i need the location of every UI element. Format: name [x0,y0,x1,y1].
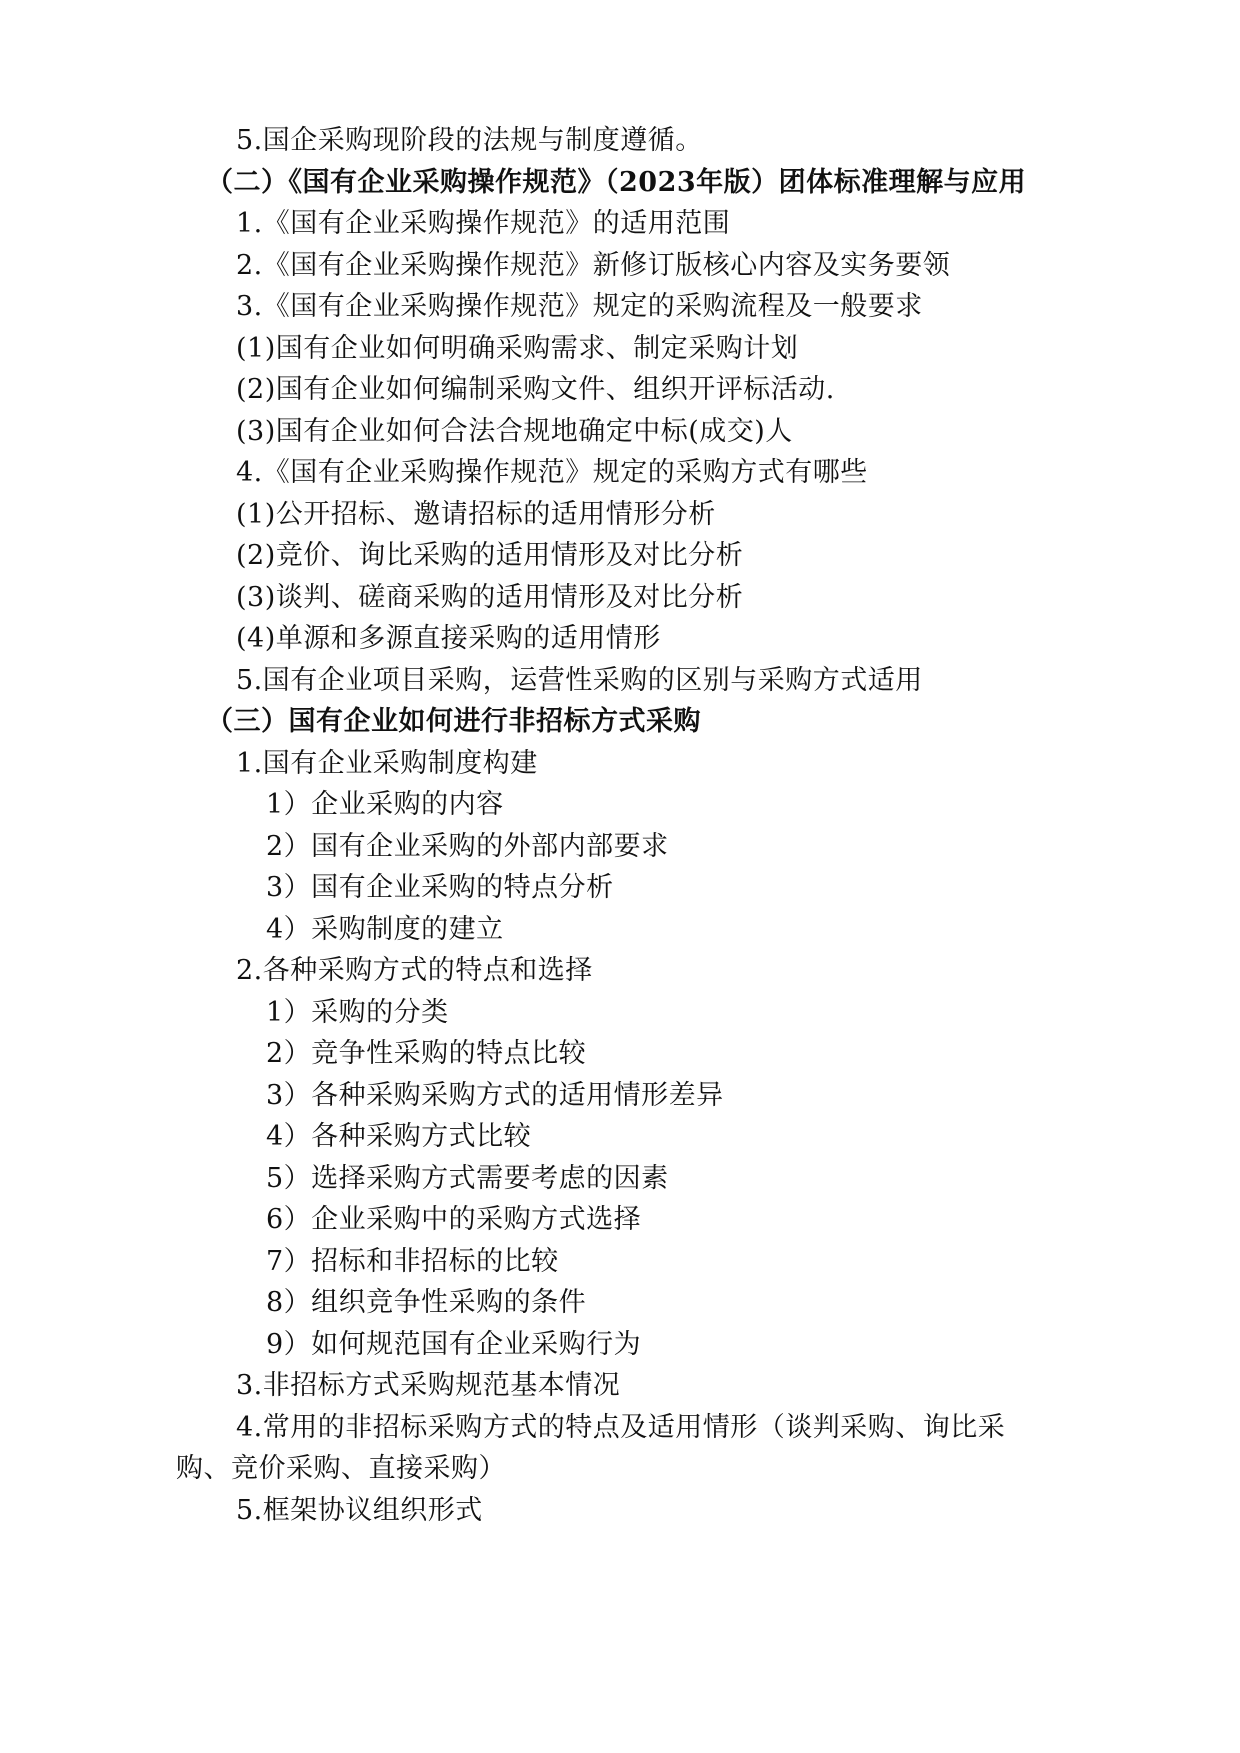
text-line: 3.非招标方式采购规范基本情况 [236,1370,621,1401]
text-line: (4)单源和多源直接采购的适用情形 [236,623,661,654]
text-line: 1）采购的分类 [266,997,449,1028]
text-line: 5.国企采购现阶段的法规与制度遵循。 [236,125,703,156]
text-line: (1)公开招标、邀请招标的适用情形分析 [236,499,716,530]
text-line: 6）企业采购中的采购方式选择 [266,1204,642,1235]
text-line: (2)国有企业如何编制采购文件、组织开评标活动. [236,374,835,405]
text-line: 2.各种采购方式的特点和选择 [236,955,593,986]
text-line: 1.《国有企业采购操作规范》的适用范围 [236,208,731,239]
text-line: 5.框架协议组织形式 [236,1495,483,1526]
text-line: (3)谈判、磋商采购的适用情形及对比分析 [236,582,744,613]
text-line: (3)国有企业如何合法合规地确定中标(成交)人 [236,416,793,447]
text-line: 1.国有企业采购制度构建 [236,748,538,779]
text-line: 5）选择采购方式需要考虑的因素 [266,1163,669,1194]
text-line: 9）如何规范国有企业采购行为 [266,1329,642,1360]
section-heading: （二）《国有企业采购操作规范》（2023年版）团体标准理解与应用 [206,167,1027,198]
text-line: 4.常用的非招标采购方式的特点及适用情形（谈判采购、询比采 [236,1412,1006,1443]
text-line: 2.《国有企业采购操作规范》新修订版核心内容及实务要领 [236,250,951,281]
text-line: 3）国有企业采购的特点分析 [266,872,614,903]
text-line: 3）各种采购采购方式的适用情形差异 [266,1080,724,1111]
text-line: (2)竞价、询比采购的适用情形及对比分析 [236,540,744,571]
text-line: (1)国有企业如何明确采购需求、制定采购计划 [236,333,799,364]
section-heading: （三）国有企业如何进行非招标方式采购 [206,706,701,737]
text-line: 7）招标和非招标的比较 [266,1246,559,1277]
text-line: 4）采购制度的建立 [266,914,504,945]
text-line: 2）国有企业采购的外部内部要求 [266,831,669,862]
text-line: 购、竞价采购、直接采购） [176,1453,506,1484]
text-line: 4.《国有企业采购操作规范》规定的采购方式有哪些 [236,457,868,488]
text-line: 2）竞争性采购的特点比较 [266,1038,587,1069]
text-line: 4）各种采购方式比较 [266,1121,532,1152]
text-line: 5.国有企业项目采购，运营性采购的区别与采购方式适用 [236,665,923,696]
text-line: 3.《国有企业采购操作规范》规定的采购流程及一般要求 [236,291,923,322]
text-line: 1）企业采购的内容 [266,789,504,820]
text-line: 8）组织竞争性采购的条件 [266,1287,587,1318]
